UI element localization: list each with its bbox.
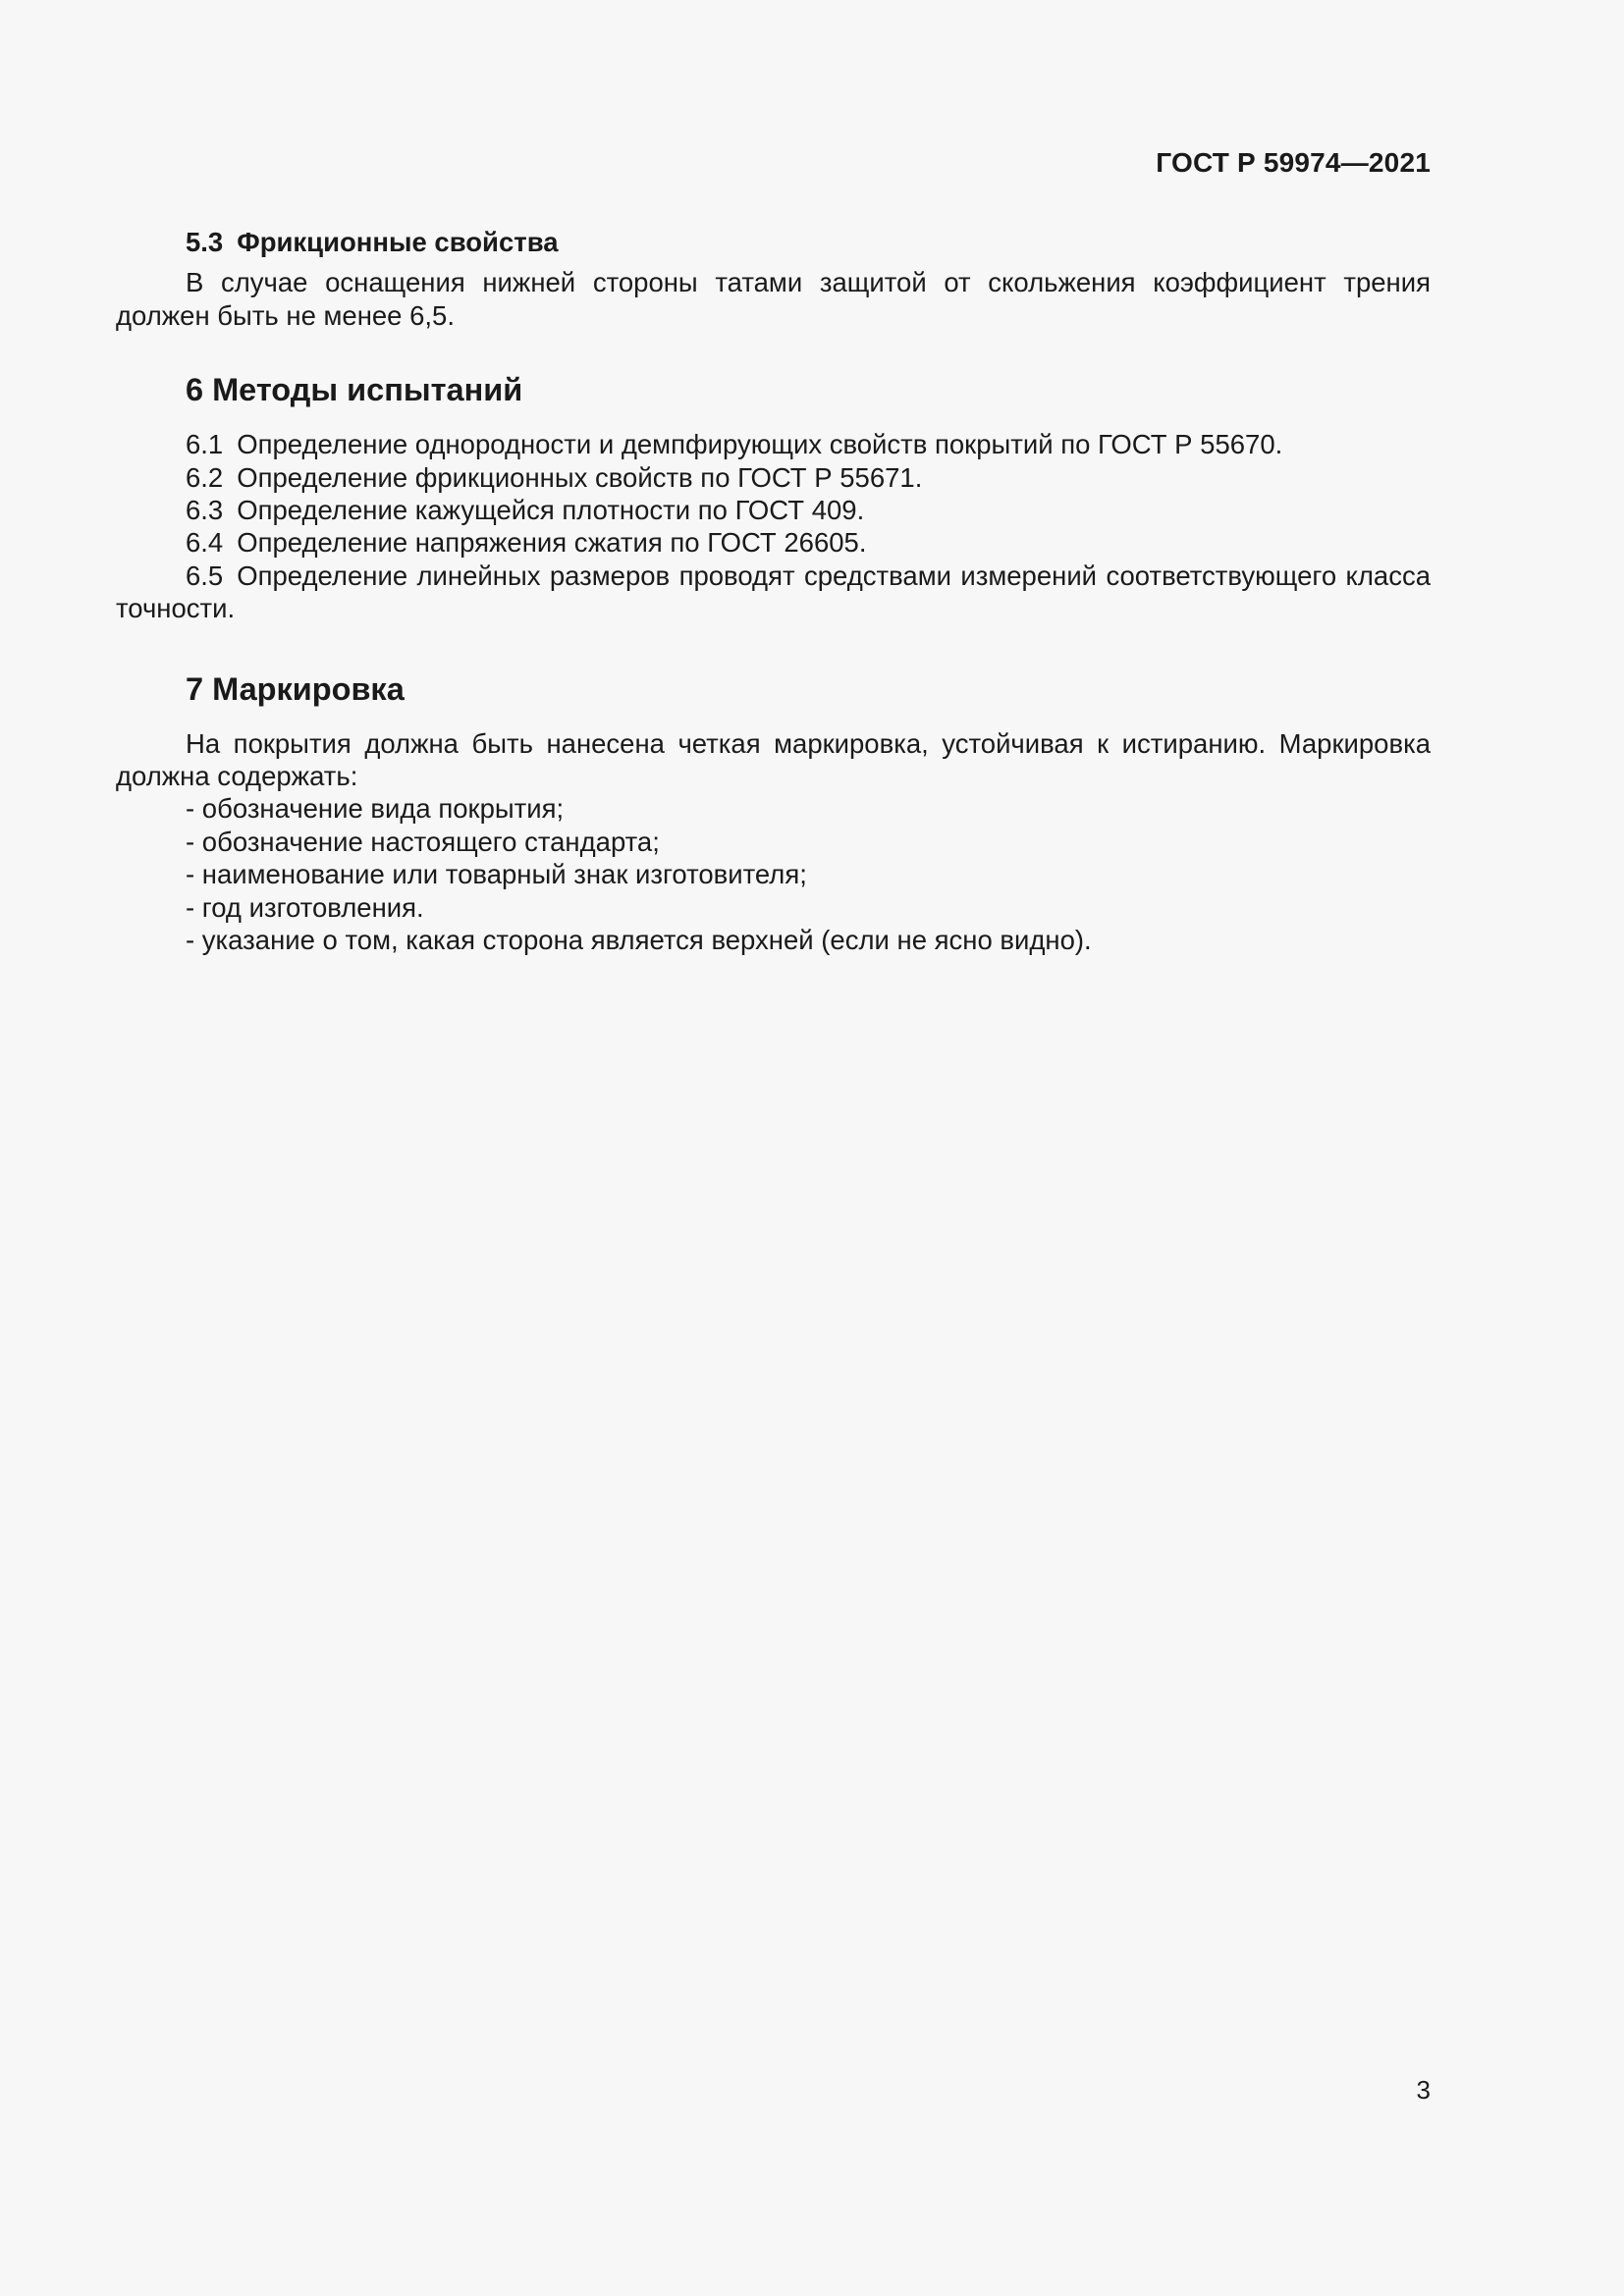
subsection-5-3-text: В случае оснащения нижней стороны татами защитой от скольжения коэффициент трения должен быть не менее 6,5. [116,267,1431,331]
list-item: - наименование или товарный знак изготовителя; [186,859,807,890]
clause-number: 6.3 [186,495,224,526]
clause-item [116,526,1431,559]
clause-text: Определение напряжения сжатия по ГОСТ 26605. [237,527,867,559]
subsection-title-text: Фрикционные свойства [237,227,559,257]
document-code-header: ГОСТ Р 59974—2021 [1156,147,1431,178]
list-item: - указание о том, какая сторона является верхней (если не ясно видно). [186,925,1092,956]
clause-number: 6.4 [186,527,224,559]
clause-item [116,494,1431,526]
clause-item [116,461,1431,494]
clause-text: Определение однородности и демпфирующих свойств покрытий по ГОСТ Р 55670. [237,429,1283,460]
section-heading-6: 6 Методы испытаний [186,372,523,408]
section-heading-7: 7 Маркировка [186,670,405,707]
section-7-intro: На покрытия должна быть нанесена четкая маркировка, устойчивая к истиранию. Маркировка должна содержать: [116,727,1431,792]
subsection-title-5-3 [116,226,1431,258]
list-item: - год изготовления. [186,891,424,923]
clause-item [116,560,1431,625]
clause-number: 6.2 [186,461,224,493]
subsection-number: 5.3 [186,227,224,257]
page-number: 3 [1416,2075,1431,2105]
section-6-items [116,428,1431,624]
marking-list [116,792,1431,956]
clause-text: Определение фрикционных свойств по ГОСТ Р 55671. [237,461,923,493]
document-page [116,0,1431,2296]
list-item: - обозначение вида покрытия; [186,793,565,825]
clause-number: 6.1 [186,429,224,460]
list-item: - обозначение настоящего стандарта; [186,826,660,857]
clause-item [116,428,1431,460]
clause-text: Определение кажущейся плотности по ГОСТ 409. [237,495,865,526]
clause-number: 6.5 [186,560,224,591]
clause-text: Определение линейных размеров проводят средствами измерений соответствующего класса точности. [116,560,1431,624]
document-body [116,226,1431,957]
